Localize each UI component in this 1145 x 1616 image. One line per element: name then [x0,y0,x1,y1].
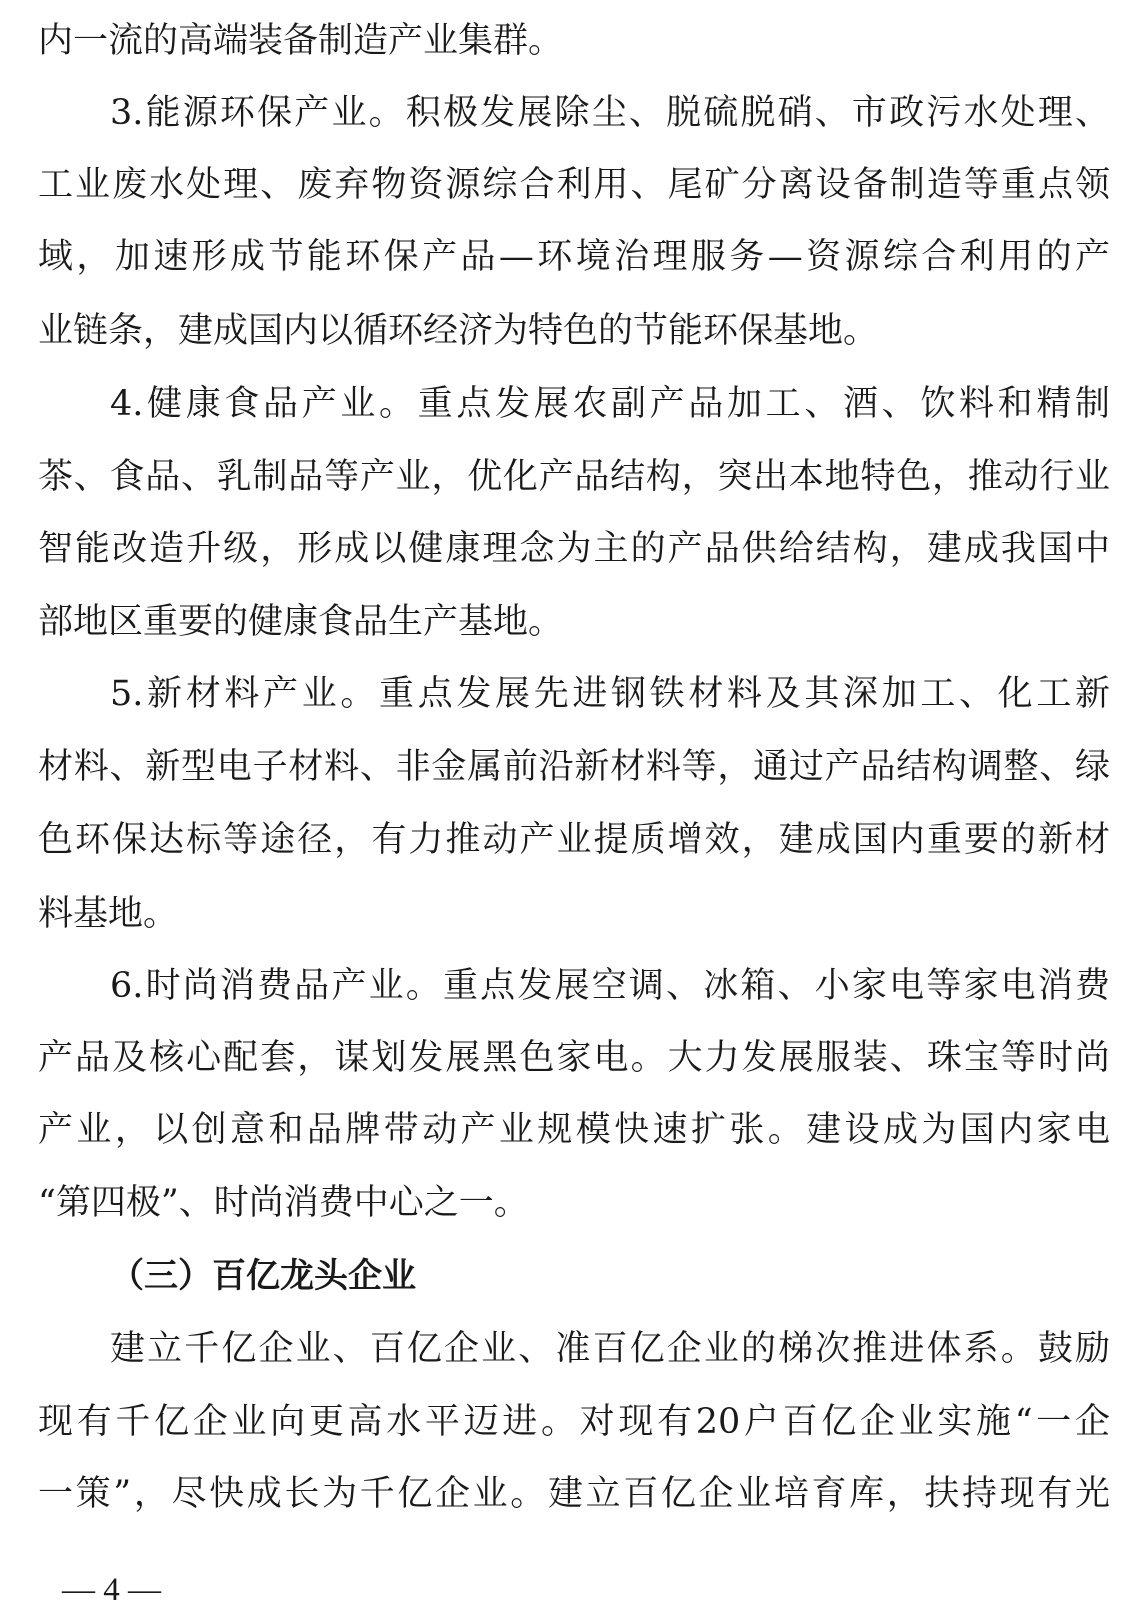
text-line-7: 茶、食品、乳制品等产业，优化产品结构，突出本地特色，推动行业 [38,457,1110,497]
text-line-15: 产品及核心配套，谋划发展黑色家电。大力发展服装、珠宝等时尚 [38,1038,1110,1078]
text-line-19: 建立千亿企业、百亿企业、准百亿企业的梯次推进体系。鼓励 [110,1329,1110,1369]
text-line-21: 一策”，尽快成长为千亿企业。建立百亿企业培育库，扶持现有光 [38,1474,1110,1514]
text-line-4: 域，加速形成节能环保产品—环境治理服务—资源综合利用的产 [38,237,1110,277]
text-line-6: 4.健康食品产业。重点发展农副产品加工、酒、饮料和精制 [110,384,1110,424]
text-line-3: 工业废水处理、废弃物资源综合利用、尾矿分离设备制造等重点领 [38,165,1110,205]
text-line-17: “第四极”、时尚消费中心之一。 [38,1183,529,1223]
text-line-1: 内一流的高端装备制造产业集群。 [38,21,564,61]
text-line-8: 智能改造升级，形成以健康理念为主的产品供给结构，建成我国中 [38,529,1110,569]
text-line-5: 业链条，建成国内以循环经济为特色的节能环保基地。 [38,311,879,351]
text-line-9: 部地区重要的健康食品生产基地。 [38,602,564,642]
text-line-13: 料基地。 [38,894,179,934]
page-number: — 4 — [62,1572,161,1608]
text-line-10: 5.新材料产业。重点发展先进钢铁材料及其深加工、化工新 [110,674,1110,714]
text-line-12: 色环保达标等途径，有力推动产业提质增效，建成国内重要的新材 [38,820,1110,860]
section-heading: （三）百亿龙头企业 [110,1256,416,1296]
text-line-20: 现有千亿企业向更高水平迈进。对现有20户百亿企业实施“一企 [38,1402,1110,1442]
text-line-16: 产业，以创意和品牌带动产业规模快速扩张。建设成为国内家电 [38,1110,1110,1150]
text-line-2: 3.能源环保产业。积极发展除尘、脱硫脱硝、市政污水处理、 [110,93,1110,133]
text-line-14: 6.时尚消费品产业。重点发展空调、冰箱、小家电等家电消费 [110,966,1110,1006]
text-line-11: 材料、新型电子材料、非金属前沿新材料等，通过产品结构调整、绿 [38,747,1110,787]
